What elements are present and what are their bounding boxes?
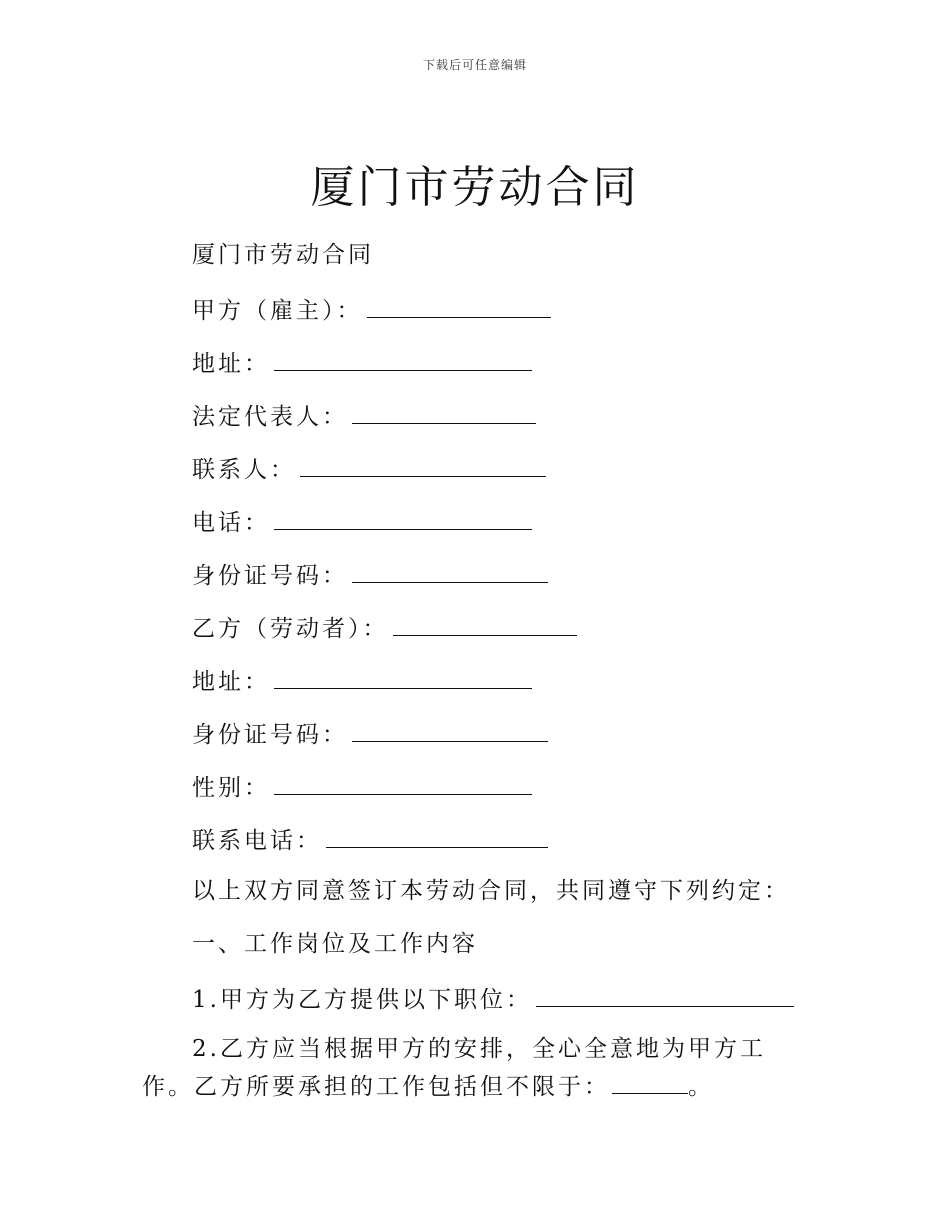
field-employer-id: [192, 558, 548, 591]
item-2: [142, 1030, 810, 1106]
field-label: 甲方（雇主）：: [192, 298, 363, 324]
item-2-end: 。: [688, 1074, 714, 1100]
fill-blank[interactable]: [352, 399, 536, 424]
field-label: 地址：: [192, 669, 270, 695]
field-label: 性别：: [192, 775, 270, 801]
field-label: 联系人：: [192, 457, 296, 483]
field-label: 法定代表人：: [192, 404, 348, 430]
field-label: 乙方（劳动者）：: [192, 616, 389, 642]
item-1-text: 1.甲方为乙方提供以下职位：: [192, 987, 532, 1013]
field-contact-phone: [192, 823, 548, 856]
field-employer-phone: [192, 505, 532, 538]
fill-blank[interactable]: [612, 1069, 688, 1094]
fill-blank[interactable]: [536, 982, 794, 1007]
item-1: [192, 982, 794, 1015]
field-label: 联系电话：: [192, 828, 322, 854]
fill-blank[interactable]: [393, 611, 577, 636]
field-label: 地址：: [192, 351, 270, 377]
fill-blank[interactable]: [367, 293, 551, 318]
agreement-statement: 以上双方同意签订本劳动合同，共同遵守下列约定：: [192, 878, 790, 904]
item-2-text: 2.乙方应当根据甲方的安排，全心全意地为甲方工作。乙方所要承担的工作包括但不限于：: [142, 1036, 766, 1100]
field-label: 身份证号码：: [192, 722, 348, 748]
section-heading: 一、工作岗位及工作内容: [192, 931, 478, 957]
field-label: 身份证号码：: [192, 563, 348, 589]
field-gender: [192, 770, 532, 803]
fill-blank[interactable]: [274, 346, 532, 371]
fill-blank[interactable]: [352, 558, 548, 583]
document-title: 厦门市劳动合同: [310, 162, 640, 213]
header-note: 下载后可任意编辑: [422, 58, 527, 72]
fill-blank[interactable]: [300, 452, 546, 477]
fill-blank[interactable]: [274, 664, 532, 689]
fill-blank[interactable]: [274, 770, 532, 795]
document-subtitle: 厦门市劳动合同: [192, 242, 374, 268]
field-contact-person: [192, 452, 546, 485]
field-employee-id: [192, 717, 548, 750]
field-label: 电话：: [192, 510, 270, 536]
field-employee-address: [192, 664, 532, 697]
field-legal-representative: [192, 399, 536, 432]
fill-blank[interactable]: [352, 717, 548, 742]
field-employer-address: [192, 346, 532, 379]
fill-blank[interactable]: [274, 505, 532, 530]
field-employer: [192, 293, 551, 326]
fill-blank[interactable]: [326, 823, 548, 848]
field-employee: [192, 611, 577, 644]
